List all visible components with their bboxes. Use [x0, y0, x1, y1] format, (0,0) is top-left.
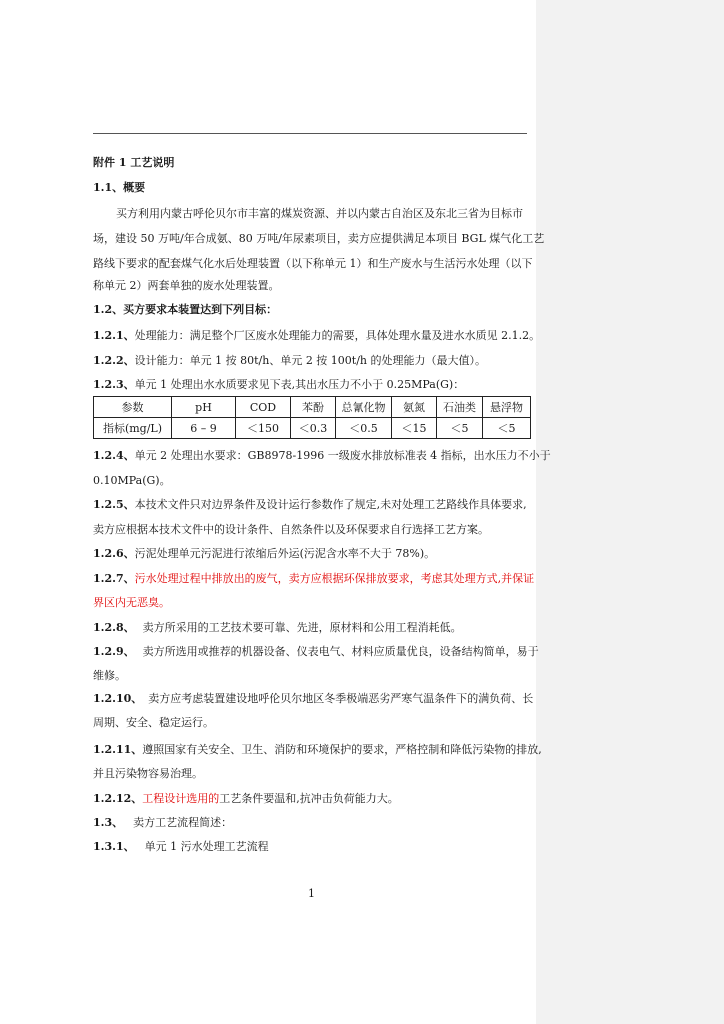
item-1-2-11-cont: 并且污染物容易治理。 [93, 767, 203, 780]
item-text: 单元 2 处理出水要求：GB8978-1996 一级废水排放标准表 4 指标，出水压力不小于 [134, 449, 551, 462]
item-number: 1.2.7、 [93, 572, 135, 585]
item-number: 1.2.10、 [93, 692, 143, 705]
table-cell: 石油类 [437, 397, 483, 418]
item-text: 本技术文件只对边界条件及设计运行参数作了规定,未对处理工艺路线作具体要求, [134, 498, 527, 511]
table-cell: ＜5 [483, 418, 531, 439]
item-number: 1.2.6、 [93, 547, 135, 560]
table-cell: COD [236, 397, 291, 418]
effluent-quality-table [93, 396, 531, 439]
comment-pane [536, 0, 724, 1024]
table-cell: 参数 [94, 397, 172, 418]
overview-line-2: 场，建设 50 万吨/年合成氨、80 万吨/年尿素项目，卖方应提供满足本项目 BGL 煤气化工艺 [93, 232, 545, 245]
item-1-2-7 [93, 572, 534, 586]
header-rule [93, 133, 527, 134]
table-row [94, 418, 531, 439]
item-1-2-8 [93, 621, 462, 635]
item-number: 1.2.3、 [93, 378, 135, 391]
item-text: 遵照国家有关安全、卫生、消防和环境保护的要求，严格控制和降低污染物的排放, [142, 743, 542, 756]
item-1-2-9 [93, 645, 539, 659]
item-1-2-11 [93, 743, 542, 757]
item-1-2-6 [93, 547, 435, 561]
item-text: 处理能力：满足整个厂区废水处理能力的需要，具体处理水量及进水水质见 2.1.2。 [134, 329, 541, 342]
item-1-2-5-cont: 卖方应根据本技术文件中的设计条件、自然条件以及环保要求自行选择工艺方案。 [93, 523, 489, 536]
item-1-2-4-cont: 0.10MPa(G)。 [93, 474, 171, 487]
table-cell: ＜150 [236, 418, 291, 439]
table-cell: 6 – 9 [172, 418, 236, 439]
item-text: 卖方应考虑装置建设地呼伦贝尔地区冬季极端恶劣严寒气温条件下的满负荷、长 [148, 692, 534, 705]
item-1-2-9-cont: 维修。 [93, 669, 126, 682]
item-1-2-12 [93, 792, 399, 806]
section-1-3-1-heading [93, 840, 269, 854]
table-cell: 苯酚 [291, 397, 336, 418]
item-number: 1.2.5、 [93, 498, 135, 511]
page-number: 1 [308, 887, 315, 900]
section-1-2-heading: 1.2、买方要求本装置达到下列目标： [93, 303, 278, 316]
item-1-2-10 [93, 692, 533, 706]
item-text: 设计能力：单元 1 按 80t/h、单元 2 按 100t/h 的处理能力（最大值）。 [134, 354, 487, 367]
item-text: 单元 1 处理出水水质要求见下表,其出水压力不小于 0.25MPa(G)： [134, 378, 465, 391]
item-number: 1.3.1、 [93, 840, 135, 853]
item-number: 1.2.1、 [93, 329, 135, 342]
item-number: 1.2.2、 [93, 354, 135, 367]
item-text: 卖方所选用或推荐的机器设备、仪表电气、材料应质量优良，设备结构简单，易于 [142, 645, 539, 658]
item-1-2-5 [93, 498, 527, 512]
item-number: 1.2.4、 [93, 449, 135, 462]
item-1-2-3 [93, 378, 464, 392]
item-1-2-7-cont: 界区内无恶臭。 [93, 596, 170, 609]
table-cell: 指标(mg/L) [94, 418, 172, 439]
section-1-1-heading: 1.1、概要 [93, 181, 146, 194]
item-number: 1.2.9、 [93, 645, 135, 658]
item-text: 污泥处理单元污泥进行浓缩后外运(污泥含水率不大于 78%)。 [134, 547, 436, 560]
table-cell: ＜15 [392, 418, 437, 439]
item-text: 工艺条件要温和,抗冲击负荷能力大。 [219, 792, 399, 805]
item-text: 单元 1 污水处理工艺流程 [144, 840, 269, 853]
item-number: 1.2.11、 [93, 743, 143, 756]
table-cell: 氨氮 [392, 397, 437, 418]
attachment-title: 附件 1 工艺说明 [93, 156, 175, 169]
item-1-2-2 [93, 354, 486, 368]
section-1-3-heading [93, 816, 232, 830]
item-number: 1.2.8、 [93, 621, 135, 634]
table-cell: ＜5 [437, 418, 483, 439]
item-text: 卖方工艺流程简述： [133, 816, 233, 829]
item-number: 1.3、 [93, 816, 124, 829]
overview-line-4: 称单元 2）两套单独的废水处理装置。 [93, 279, 280, 292]
item-1-2-1 [93, 329, 540, 343]
item-text-red: 污水处理过程中排放出的废气，卖方应根据环保排放要求，考虑其处理方式,并保证 [134, 572, 535, 585]
item-number: 1.2.12、 [93, 792, 143, 805]
table-cell: ＜0.5 [336, 418, 392, 439]
table-header-row [94, 397, 531, 418]
item-1-2-4 [93, 449, 551, 463]
overview-line-3: 路线下要求的配套煤气化水后处理装置（以下称单元 1）和生产废水与生活污水处理（以下 [93, 257, 533, 270]
item-text-red: 工程设计选用的 [142, 792, 220, 805]
overview-line-1: 买方利用内蒙古呼伦贝尔市丰富的煤炭资源、并以内蒙古自治区及东北三省为目标市 [116, 207, 523, 220]
table-cell: pH [172, 397, 236, 418]
table-cell: 总氰化物 [336, 397, 392, 418]
table-cell: ＜0.3 [291, 418, 336, 439]
item-1-2-10-cont: 周期、安全、稳定运行。 [93, 716, 214, 729]
table-cell: 悬浮物 [483, 397, 531, 418]
item-text: 卖方所采用的工艺技术要可靠、先进，原材料和公用工程消耗低。 [142, 621, 462, 634]
